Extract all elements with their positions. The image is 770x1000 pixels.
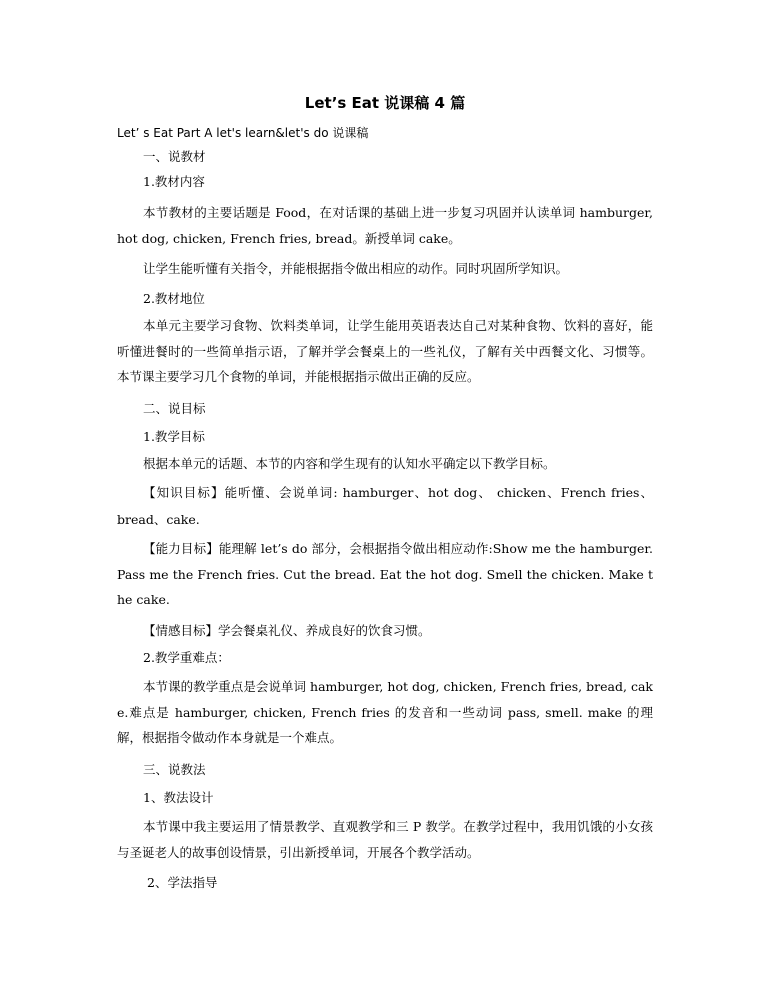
paragraph: 本节教材的主要话题是 Food，在对话课的基础上进一步复习巩固并认读单词 hamburger, hot dog, chicken, French fries, bread。新授单词 cake。 — [117, 205, 653, 246]
subsection-heading: 1、教法设计 — [143, 790, 214, 805]
knowledge-goal-line-1: 【知识目标】能听懂、会说单词: hamburger、hot dog、 chicken、French fries、 — [143, 485, 653, 500]
subsection-heading: 1.教材内容 — [143, 174, 205, 189]
subsection-heading: 2.教材地位 — [143, 291, 205, 306]
subsection-heading: 2.教学重难点： — [143, 650, 230, 665]
paragraph: 本节课的教学重点是会说单词 hamburger, hot dog, chicken, French fries, bread, cake.难点是 hamburger, chicken, French fries 的发音和一些动词 pass, smell. make 的理解，根据指令做动作本身就是一个难点。 — [117, 679, 653, 745]
paragraph: 让学生能听懂有关指令，并能根据指令做出相应的动作。同时巩固所学知识。 — [143, 261, 569, 276]
subsection-heading: 2、学法指导 — [147, 875, 218, 890]
paragraph: 本单元主要学习食物、饮料类单词，让学生能用英语表达自己对某种食物、饮料的喜好，能听懂进餐时的一些简单指示语，了解并学会餐桌上的一些礼仪，了解有关中西餐文化、习惯等。本节课主要学习几个食物的单词，并能根据指示做出正确的反应。 — [117, 318, 653, 384]
knowledge-goal-line-2: bread、cake. — [117, 512, 200, 527]
subsection-heading: 1.教学目标 — [143, 429, 205, 444]
section-heading: 三、说教法 — [143, 762, 206, 777]
paragraph: 根据本单元的话题、本节的内容和学生现有的认知水平确定以下教学目标。 — [143, 456, 556, 471]
section-heading: 二、说目标 — [143, 401, 206, 416]
section-heading: 一、说教材 — [143, 149, 206, 164]
paragraph: 本节课中我主要运用了情景教学、直观教学和三 P 教学。在教学过程中，我用饥饿的小女孩与圣诞老人的故事创设情景，引出新授单词，开展各个教学活动。 — [117, 819, 653, 860]
emotion-goal: 【情感目标】学会餐桌礼仪、养成良好的饮食习惯。 — [143, 623, 431, 638]
document-title: Let’s Eat 说课稿 4 篇 — [304, 94, 466, 112]
document-subtitle: Let’ s Eat Part A let's learn&let's do 说课稿 — [117, 126, 369, 140]
ability-goal: 【能力目标】能理解 let’s do 部分，会根据指令做出相应动作:Show me the hamburger. Pass me the French fries. Cut the bread. Eat the hot dog. Smell the chicken. Make the cake. — [117, 541, 653, 607]
